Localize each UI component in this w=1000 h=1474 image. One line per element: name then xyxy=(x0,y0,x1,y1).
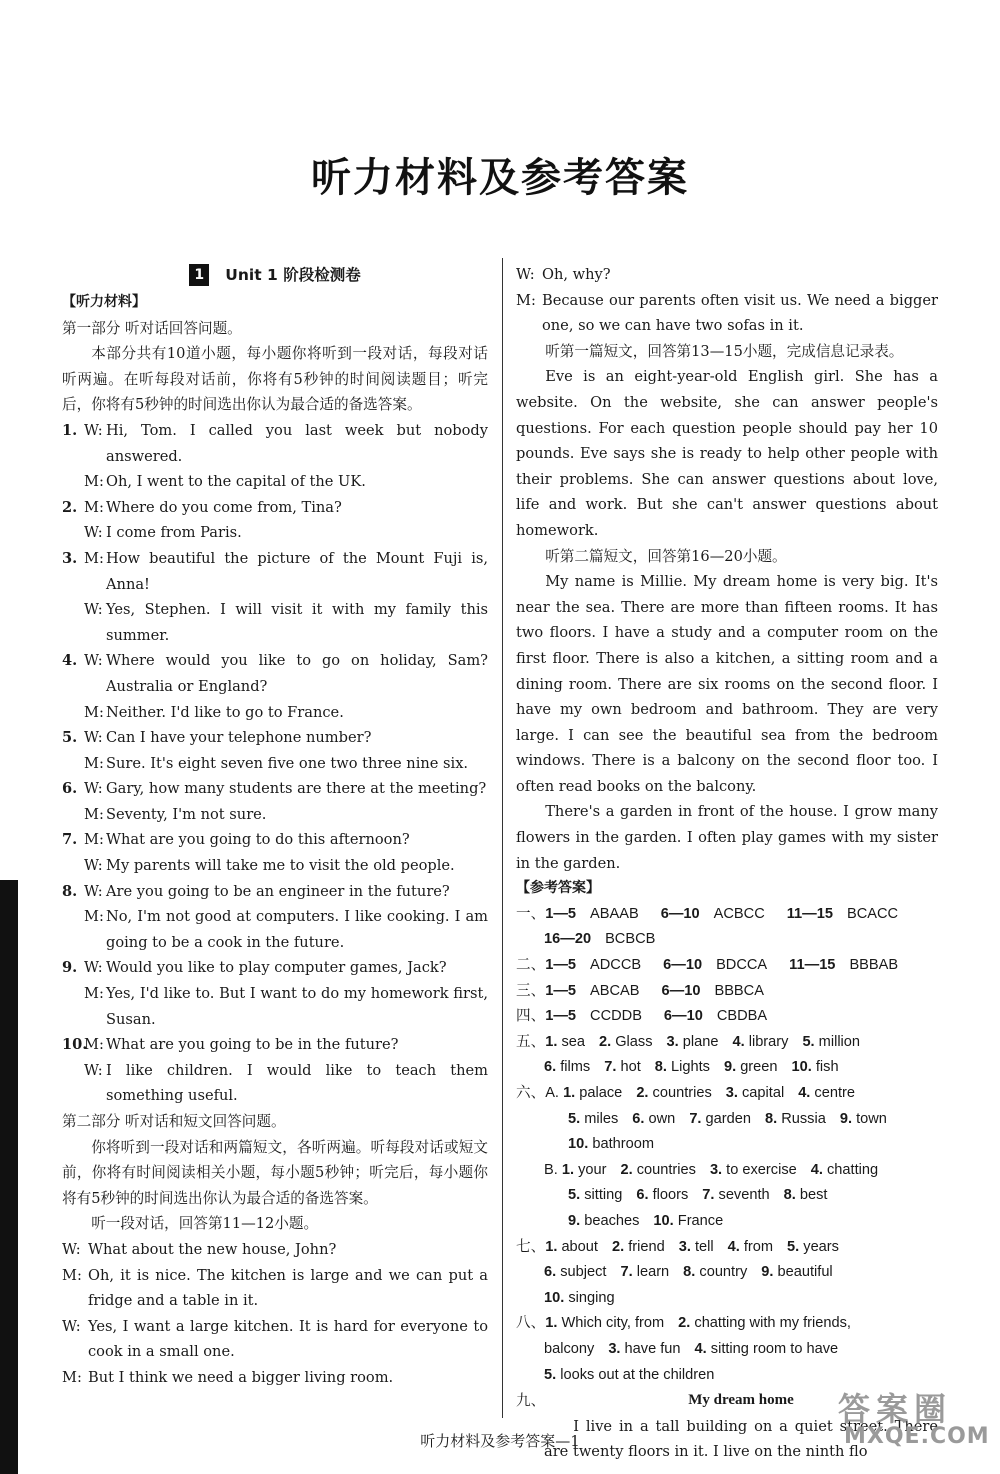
answers-section-8-cont2: 5. looks out at the children xyxy=(544,1366,715,1383)
binding-edge xyxy=(0,880,18,1474)
answers-section-6b: B. 1. your 2. countries 3. to exercise 4. chatting xyxy=(544,1161,879,1178)
left-column xyxy=(62,262,488,1391)
part2-instructions: 你将听到一段对话和两篇短文，各听两遍。听每段对话或短文前，你将有时间阅读相关小题，每小题5秒钟；听完后，每小题你将有5秒钟的时间选出你认为最合适的备选答案。 xyxy=(62,1138,488,1207)
unit-title: Unit 1 阶段检测卷 xyxy=(225,266,361,284)
answers-section-7-cont2: 10. singing xyxy=(544,1289,615,1306)
listening-tag: 【听力材料】 xyxy=(62,294,146,310)
dialogue-line: M: Seventy, I'm not sure. xyxy=(84,805,267,823)
dialogue-line: M: Yes, I'd like to. But I want to do my homework first, Susan. xyxy=(84,985,488,1028)
page-title: 听力材料及参考答案 xyxy=(311,155,689,201)
dialogue-line: 7. M: What are you going to do this afternoon? xyxy=(62,831,410,849)
right-column xyxy=(516,262,938,1465)
dialog-line: W: What about the new house, John? xyxy=(62,1240,337,1258)
answers-section-8: 八、1. Which city, from 2. chatting with my friends, xyxy=(516,1315,851,1332)
dialogue-line: M: Neither. I'd like to go to France. xyxy=(84,703,344,721)
answers-section-1-cont: 16—20 BCBCB xyxy=(544,931,656,948)
passage2-paragraph-1: My name is Millie. My dream home is very big. It's near the sea. There are more than fifteen rooms. It has two floors. I have a study and a computer room on the first floor. There is also a kitchen, a sitting room and a dining room. There are six rooms on the second floor. I have my own bedroom and bathroom. They are very large. I can see the beautiful sea from the bedroom windows. There is a balcony on the second floor too. I often read books on the balcony. xyxy=(516,573,938,795)
dialog-line: M: Because our parents often visit us. We need a bigger one, so we can have two sofas in it. xyxy=(516,291,938,335)
dialogue-line: W: I like children. I would like to teach them something useful. xyxy=(84,1061,488,1105)
passage2-intro: 听第二篇短文，回答第16—20小题。 xyxy=(545,547,787,565)
answers-section-5-cont: 6. films 7. hot 8. Lights 9. green 10. fish xyxy=(544,1059,839,1076)
dialogue-line: 4. W: Where would you like to go on holiday, Sam? Australia or England? xyxy=(62,652,488,695)
answers-section-6a-cont2: 10. bathroom xyxy=(568,1136,655,1153)
dialogue-line: 10. M: What are you going to be in the future? xyxy=(62,1036,399,1054)
dialogue-line: 6. W: Gary, how many students are there at the meeting? xyxy=(62,780,487,798)
dialogue-line: 2. M: Where do you come from, Tina? xyxy=(62,498,342,516)
essay-title: My dream home xyxy=(688,1392,794,1409)
dialogue-line: W: My parents will take me to visit the old people. xyxy=(84,857,455,875)
dialog-line: W: Oh, why? xyxy=(516,266,611,283)
watermark-logo: 答案圈 MXQE.COM xyxy=(838,1390,990,1449)
answers-section-8-cont: balcony 3. have fun 4. sitting room to have xyxy=(544,1340,839,1357)
answers-tag: 【参考答案】 xyxy=(516,880,600,897)
dialogue-line: 3. M: How beautiful the picture of the Mount Fuji is, Anna! xyxy=(62,549,488,593)
answers-section-7: 七、1. about 2. friend 3. tell 4. from 5. years xyxy=(516,1238,839,1255)
answers-section-4: 四、1—5 CCDDB 6—10 CBDBA xyxy=(516,1008,768,1025)
unit-number-badge: 1 xyxy=(189,264,209,286)
essay-text: I live in a tall building on a quiet street. There are twenty floors in it. I live on the ninth flo xyxy=(544,1417,938,1461)
dialogue-line: M: Oh, I went to the capital of the UK. xyxy=(84,473,366,491)
part2-heading: 第二部分 听对话和短文回答问题。 xyxy=(62,1113,286,1130)
dialogue-line: 5. W: Can I have your telephone number? xyxy=(62,729,372,747)
answers-section-6b-cont: 5. sitting 6. floors 7. seventh 8. best xyxy=(568,1187,828,1204)
dialog-intro: 听一段对话，回答第11—12小题。 xyxy=(91,1215,319,1233)
dialogue-line: W: Yes, Stephen. I will visit it with my family this summer. xyxy=(84,601,488,644)
part1-heading: 第一部分 听对话回答问题。 xyxy=(62,319,242,337)
dialog-line: M: Oh, it is nice. The kitchen is large and we can put a fridge and a table in it. xyxy=(62,1266,488,1310)
answers-section-1: 一、1—5 ABAAB 6—10 ACBCC 11—15 BCACC xyxy=(516,905,899,922)
page-footer: 听力材料及参考答案—1 xyxy=(420,1432,580,1450)
dialogue-line: M: Sure. It's eight seven five one two three nine six. xyxy=(84,754,469,772)
dialogue-line: 9. W: Would you like to play computer games, Jack? xyxy=(62,959,447,977)
dialogue-line: 8. W: Are you going to be an engineer in the future? xyxy=(62,882,450,900)
passage2-paragraph-2: There's a garden in front of the house. I grow many flowers in the garden. I often play games with my sister in the garden. xyxy=(516,803,938,872)
answers-section-6a-cont: 5. miles 6. own 7. garden 8. Russia 9. town xyxy=(568,1110,887,1127)
passage1: Eve is an eight-year-old English girl. She has a website. On the website, she can answer people's questions. For each question people should pay her 10 pounds. Eve says she is ready to help other people with their problems. She can answer questions about love, life and work. But she can't answer questions about homework. xyxy=(516,368,938,539)
answers-section-2: 二、1—5 ADCCB 6—10 BDCCA 11—15 BBBAB xyxy=(516,957,899,974)
dialog-line: M: But I think we need a bigger living room. xyxy=(62,1368,394,1386)
unit-heading xyxy=(62,260,488,290)
dialogue-line: W: I come from Paris. xyxy=(84,524,242,542)
dialogue-list xyxy=(62,418,488,1109)
passage1-intro: 听第一篇短文，回答第13—15小题，完成信息记录表。 xyxy=(545,342,904,360)
part1-instructions: 本部分共有10道小题，每小题你将听到一段对话，每段对话听两遍。在听每段对话前，你将有5秒钟的时间阅读题目；听完后，你将有5秒钟的时间选出你认为最合适的备选答案。 xyxy=(62,345,488,414)
dialog-line: W: Yes, I want a large kitchen. It is hard for everyone to cook in a small one. xyxy=(62,1317,488,1361)
column-divider xyxy=(502,258,503,1418)
answers-section-7-cont: 6. subject 7. learn 8. country 9. beautiful xyxy=(544,1264,833,1281)
answers-section-3: 三、1—5 ABCAB 6—10 BBBCA xyxy=(516,982,764,999)
answers-section-9: 九、 My dream home I live in a tall building on a quiet street. There are twenty floors in it. I live on the ninth flo xyxy=(516,1388,938,1465)
dialogue-line: 1. W: Hi, Tom. I called you last week but nobody answered. xyxy=(62,421,488,465)
answers-section-5: 五、1. sea 2. Glass 3. plane 4. library 5. million xyxy=(516,1033,861,1050)
answers-section-6b-cont2: 9. beaches 10. France xyxy=(568,1212,724,1229)
dialogue-line: M: No, I'm not good at computers. I like cooking. I am going to be a cook in the future. xyxy=(84,908,488,951)
answers-section-6a: 六、A. 1. palace 2. countries 3. capital 4. centre xyxy=(516,1085,855,1101)
